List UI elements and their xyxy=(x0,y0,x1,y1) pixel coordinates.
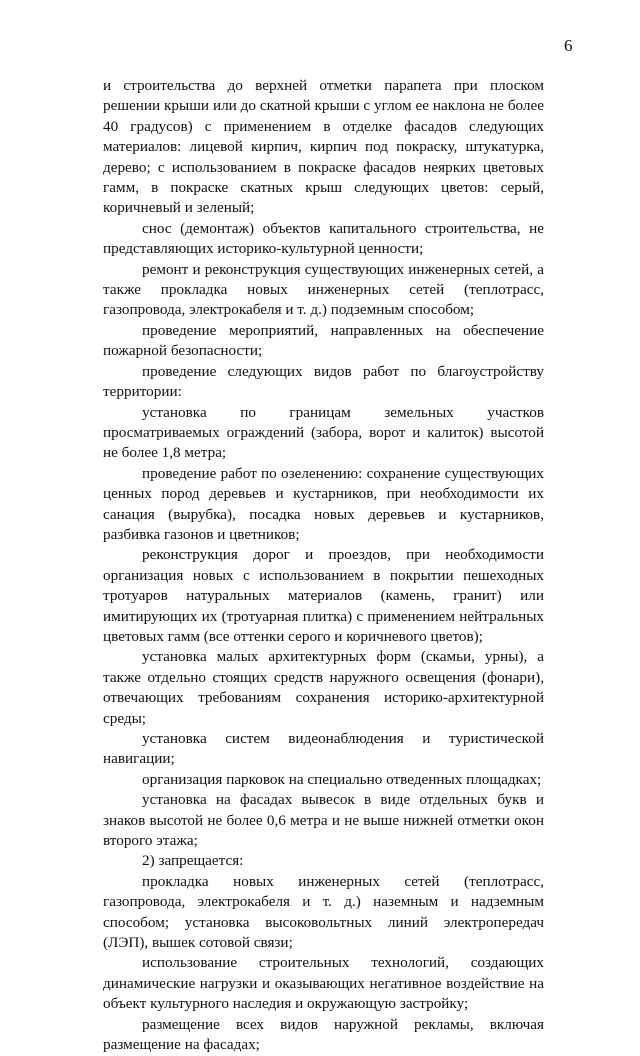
paragraph-outdoor-advertising: размещение всех видов наружной рекламы, включая размещение на фасадах; xyxy=(103,1015,544,1054)
paragraph-dynamic-load-technologies: использование строительных технологий, создающих динамические нагрузки и оказывающих негативное воздействие на объект культурного наследия и окружающую застройку; xyxy=(103,954,544,1013)
paragraph-engineering-networks-repair: ремонт и реконструкция существующих инженерных сетей, а также прокладка новых инженерных сетей (теплотрасс, газопровода, электрокабеля и т. д.) подземным способом; xyxy=(103,260,544,319)
paragraph-aboveground-networks: прокладка новых инженерных сетей (теплотрасс, газопровода, электрокабеля и т. д.) наземным и надземным способом; установка высоковольтных линий электропередач (ЛЭП), вышек сотовой связи; xyxy=(103,872,544,952)
paragraph-parking: организация парковок на специально отведенных площадках; xyxy=(142,770,542,788)
paragraph-signage: установка на фасадах вывесок в виде отдельных букв и знаков высотой не более 0,6 метра и не выше нижней отметки окон второго этажа; xyxy=(103,791,544,850)
paragraph-roof-and-facade-materials: и строительства до верхней отметки парапета при плоском решении крыши или до скатной крыши с углом ее наклона не более 40 градусов) с применением в отделке фасадов следующих материалов: лицевой кирпич, кирпич под покраску, штукатурка, дерево; с использованием в покраске фасадов неярких цветовых гамм, в покраске скатных крыш следующих цветов: серый, коричневый и зеленый; xyxy=(103,77,544,217)
paragraph-fire-safety: проведение мероприятий, направленных на обеспечение пожарной безопасности; xyxy=(103,321,544,360)
paragraph-greening: проведение работ по озеленению: сохранение существующих ценных пород деревьев и кустарников, при необходимости их санация (вырубка), посадка новых деревьев и кустарников, разбивка газонов и цветников; xyxy=(103,464,544,543)
paragraph-landscaping-works: проведение следующих видов работ по благоустройству территории: xyxy=(103,362,544,401)
page-number: 6 xyxy=(564,36,573,55)
paragraph-video-surveillance: установка систем видеонаблюдения и туристической навигации; xyxy=(103,730,544,768)
paragraph-fencing: установка по границам земельных участков просматриваемых ограждений (забора, ворот и калиток) высотой не более 1,8 метра; xyxy=(103,403,544,462)
paragraph-prohibited-heading: 2) запрещается: xyxy=(142,852,244,870)
paragraph-small-architectural-forms: установка малых архитектурных форм (скамьи, урны), а также отдельно стоящих средств наружного освещения (фонари), отвечающих требованиям сохранения историко-архитектурной среды; xyxy=(103,648,544,727)
document-body xyxy=(103,76,544,1056)
paragraph-demolition: снос (демонтаж) объектов капитального строительства, не представляющих историко-культурной ценности; xyxy=(103,219,544,258)
paragraph-roads-and-sidewalks: реконструкция дорог и проездов, при необходимости организация новых с использованием в покрытии пешеходных тротуаров натуральных материалов (камень, гранит) или имитирующих их (тротуарная плитка) с применением нейтральных цветовых гамм (все оттенки серого и коричневого цветов); xyxy=(103,546,544,645)
